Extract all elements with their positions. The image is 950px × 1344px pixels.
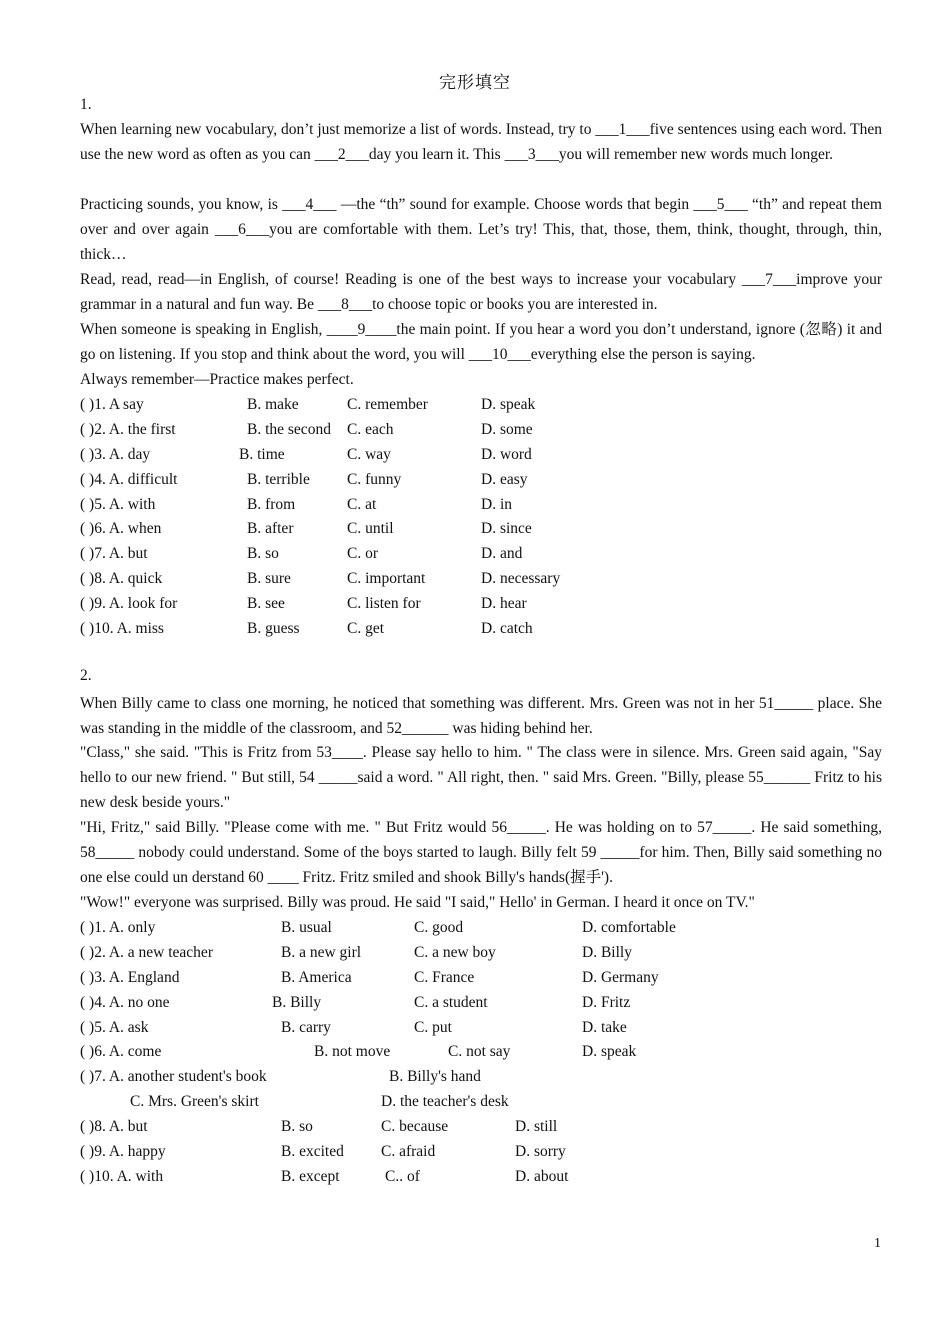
question-row	[80, 991, 882, 1016]
section-1-questions	[80, 393, 882, 642]
question-stem: ( )7. A. but	[80, 545, 148, 563]
option-c: C. funny	[347, 470, 402, 488]
option-b: B. see	[247, 595, 285, 613]
question-row	[80, 1016, 882, 1041]
option-c: C. until	[347, 520, 394, 538]
section-1-paragraph: When learning new vocabulary, don’t just memorize a list of words. Instead, try to ___1___five sentences using each word. Then use the new word as often as you can ___2___day you learn it. This ___3___you will remember new words much longer.	[80, 121, 882, 163]
option-d: D. in	[481, 495, 512, 513]
question-stem: ( )3. A. England	[80, 968, 180, 986]
question-stem: ( )3. A. day	[80, 445, 151, 463]
question-row	[80, 542, 882, 567]
option-d: D. take	[582, 1018, 627, 1036]
question-row	[80, 1065, 882, 1090]
option-b: B. terrible	[247, 470, 310, 488]
question-stem: ( )10. A. with	[80, 1167, 164, 1185]
option-b: B. Billy	[272, 993, 322, 1011]
option-c: C. afraid	[381, 1143, 436, 1161]
question-row	[80, 1165, 882, 1190]
question-row	[80, 916, 882, 941]
option-c: C. because	[381, 1118, 449, 1136]
page-title: 完形填空	[439, 73, 511, 93]
option-d: D. since	[481, 520, 532, 538]
option-d: D. and	[481, 545, 523, 563]
section-2-paragraph: "Hi, Fritz," said Billy. "Please come with me. " But Fritz would 56_____. He was holding on to 57_____. He said something, 58_____ nobody could understand. Some of the boys started to laugh. Billy felt 59 _____for him. Then, Billy said something no one else could un derstand 60 ____ Fritz. Fritz smiled and shook Billy's hands(握手').	[80, 819, 882, 886]
question-row	[80, 418, 882, 443]
option-d: D. some	[481, 420, 533, 438]
option-c: C. remember	[347, 396, 428, 413]
question-row	[80, 493, 882, 518]
option-d: D. easy	[481, 470, 528, 488]
option-b: B. carry	[281, 1018, 331, 1036]
page-number: 1	[874, 1236, 881, 1251]
option-d: D. hear	[481, 595, 527, 613]
question-stem: ( )10. A. miss	[80, 620, 164, 638]
option-d: D. word	[481, 445, 532, 463]
question-stem: ( )6. A. come	[80, 1043, 162, 1061]
question-stem: ( )4. A. no one	[80, 993, 170, 1011]
question-row-continued	[80, 1090, 882, 1115]
question-stem: ( )9. A. look for	[80, 595, 178, 613]
option-d: D. the teacher's desk	[381, 1093, 509, 1111]
question-stem: ( )7. A. another student's book	[80, 1068, 267, 1086]
question-stem: ( )5. A. with	[80, 495, 156, 513]
question-row	[80, 393, 882, 418]
option-c: C. get	[347, 620, 385, 638]
option-c: C. each	[347, 420, 394, 438]
section-1-paragraph: Practicing sounds, you know, is ___4___ —the “th” sound for example. Choose words that begin ___5___ “th” and repeat them over and over again ___6___you are comfortable with them. Let’s try! This, that, those, them, think, thought, through, thin, thick…	[80, 196, 882, 263]
question-row	[80, 592, 882, 617]
question-stem: ( )4. A. difficult	[80, 470, 178, 488]
option-c: C. at	[347, 495, 377, 513]
option-c: C.. of	[385, 1167, 420, 1185]
option-c: C. good	[414, 919, 464, 936]
option-d: D. still	[515, 1118, 558, 1136]
question-stem: ( )8. A. quick	[80, 570, 163, 588]
option-b: B. guess	[247, 620, 300, 638]
option-c: C. not say	[448, 1043, 511, 1061]
option-d: D. about	[515, 1167, 569, 1185]
question-row	[80, 468, 882, 493]
option-d: D. Germany	[582, 968, 659, 986]
option-b: B. America	[281, 968, 352, 986]
option-d: D. catch	[481, 620, 533, 638]
option-b: B. excited	[281, 1143, 344, 1161]
option-c: C. important	[347, 570, 426, 588]
question-row	[80, 567, 882, 592]
option-b: B. make	[247, 396, 299, 413]
option-b: B. usual	[281, 919, 332, 936]
option-b: B. Billy's hand	[389, 1068, 481, 1086]
option-d: D. speak	[582, 1043, 637, 1061]
option-b: B. not move	[314, 1043, 391, 1061]
section-1-paragraph: Read, read, read—in English, of course! Reading is one of the best ways to increase your vocabulary ___7___improve your grammar in a natural and fun way. Be ___8___to choose topic or books you are interested in.	[80, 271, 882, 313]
option-d: D. sorry	[515, 1143, 566, 1161]
question-stem: ( )6. A. when	[80, 520, 162, 538]
option-c: C. or	[347, 545, 378, 563]
option-d: D. Fritz	[582, 993, 631, 1011]
option-d: D. comfortable	[582, 919, 676, 936]
option-b: B. so	[281, 1118, 313, 1136]
question-row	[80, 1115, 882, 1140]
section-1-number: 1.	[80, 96, 92, 113]
section-2-paragraph: "Wow!" everyone was surprised. Billy was proud. He said "I said," Hello' in German. I heard it once on TV."	[80, 894, 755, 911]
section-2-questions	[80, 916, 882, 1190]
option-b: B. from	[247, 495, 296, 513]
question-stem: ( )5. A. ask	[80, 1018, 149, 1036]
question-row	[80, 617, 882, 642]
option-c: C. put	[414, 1018, 452, 1036]
question-stem: ( )1. A. only	[80, 919, 156, 936]
option-d: D. necessary	[481, 570, 561, 588]
question-stem: ( )2. A. a new teacher	[80, 943, 213, 961]
option-c: C. a student	[414, 993, 488, 1011]
question-stem: ( )8. A. but	[80, 1118, 148, 1136]
option-c: C. a new boy	[414, 943, 496, 961]
question-row	[80, 1140, 882, 1165]
option-b: B. a new girl	[281, 943, 362, 961]
question-row	[80, 966, 882, 991]
question-row	[80, 517, 882, 542]
option-b: B. sure	[247, 570, 291, 588]
section-1-paragraph: Always remember—Practice makes perfect.	[80, 371, 354, 388]
question-row	[80, 1040, 882, 1065]
question-stem: ( )1. A say	[80, 396, 144, 413]
option-b: B. after	[247, 520, 294, 538]
question-stem: ( )9. A. happy	[80, 1143, 166, 1161]
section-2-paragraph: When Billy came to class one morning, he noticed that something was different. Mrs. Green was not in her 51_____ place. She was standing in the middle of the classroom, and 52______ was hiding behind her.	[80, 695, 882, 737]
option-d: D. Billy	[582, 943, 632, 961]
question-row	[80, 941, 882, 966]
question-stem: ( )2. A. the first	[80, 420, 176, 438]
option-c: C. Mrs. Green's skirt	[130, 1093, 259, 1111]
option-c: C. France	[414, 968, 475, 986]
option-c: C. listen for	[347, 595, 421, 613]
option-c: C. way	[347, 445, 391, 463]
section-2-number: 2.	[80, 667, 92, 684]
section-2-paragraph: "Class," she said. "This is Fritz from 53____. Please say hello to him. " The class were in silence. Mrs. Green said again, "Say hello to our new friend. " But still, 54 _____said a word. " All right, then. " said Mrs. Green. "Billy, please 55______ Fritz to his new desk beside yours."	[80, 744, 882, 811]
option-d: D. speak	[481, 396, 536, 413]
option-b: B. the second	[247, 420, 331, 438]
option-b: B. time	[239, 445, 285, 463]
option-b: B. so	[247, 545, 279, 563]
question-row	[80, 443, 882, 468]
section-1-paragraph: When someone is speaking in English, ____9____the main point. If you hear a word you don’t understand, ignore (忽略) it and go on listening. If you stop and think about the word, you will ___10___everything else the person is saying.	[80, 321, 882, 363]
option-b: B. except	[281, 1167, 340, 1185]
